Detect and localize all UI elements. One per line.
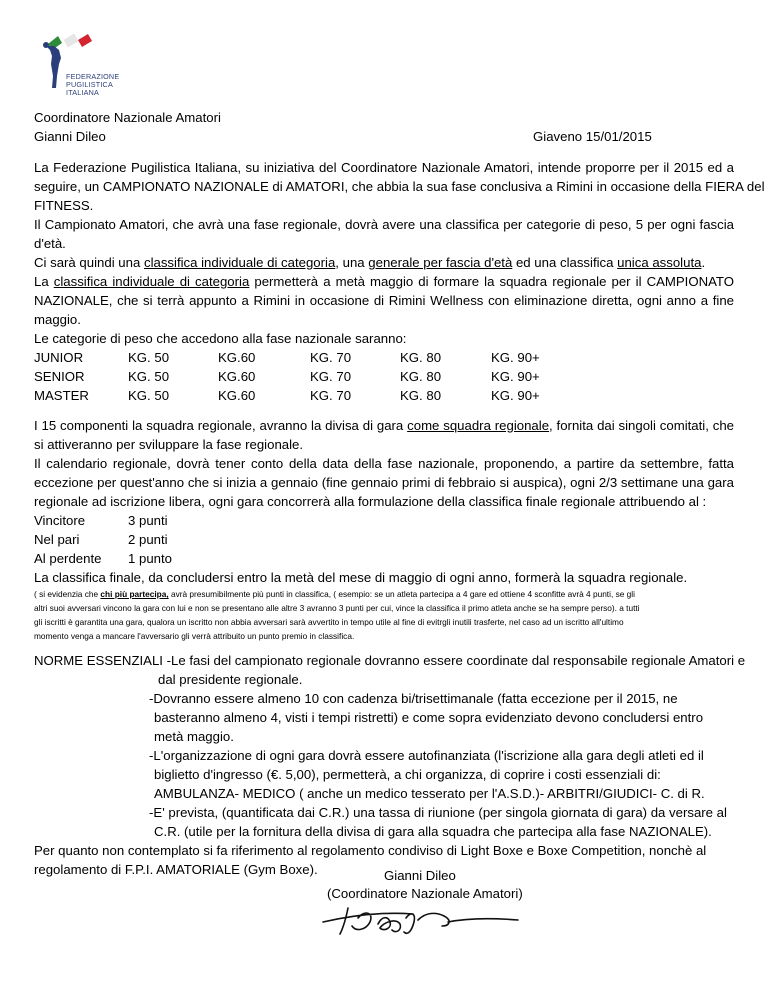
text-line: FITNESS. <box>34 198 94 213</box>
underlined-text: chi più partecipa, <box>100 589 169 599</box>
points-value: 1 punto <box>128 551 172 566</box>
note-line: gli iscritti è garantita una gara, qualora un iscritto non abbia avversari sarà avvertito in tempo utile al fine di evitrgli inutili trasferte, nel caso ad un iscritto all'ultimo <box>34 617 624 627</box>
text-line <box>34 418 734 434</box>
category-label: JUNIOR <box>34 350 84 365</box>
weight-cell: KG. 70 <box>310 350 352 365</box>
weight-cell: KG. 50 <box>128 350 170 365</box>
underlined-text: unica assoluta <box>617 255 702 270</box>
logo-text <box>66 73 119 97</box>
category-label: MASTER <box>34 388 89 403</box>
text-fragment: ( si evidenzia che <box>34 589 101 599</box>
norme-line: biglietto d'ingresso (€. 5,00), permetterà, a chi organizza, di coprire i costi essenziali di: <box>154 767 661 782</box>
norme-line: -E' prevista, (quantificata dai C.R.) una tassa di riunione (per singola giornata di gara) da versare al <box>149 805 727 820</box>
text-line: Le categorie di peso che accedono alla fase nazionale saranno: <box>34 331 407 346</box>
text-line: Il Campionato Amatori, che avrà una fase regionale, dovrà avere una classifica per categorie di peso, 5 per ogni fascia <box>34 217 734 232</box>
text-fragment: . <box>701 255 706 270</box>
note-line <box>34 589 635 600</box>
norme-line: -Dovranno essere almeno 10 con cadenza bi/trisettimanale (fatta eccezione per il 2015, ne <box>149 691 678 706</box>
text-fragment: permetterà a metà maggio di formare la squadra regionale per il CAMPIONATO <box>249 274 735 289</box>
text-line: NAZIONALE, che si terrà appunto a Rimini in occasione di Rimini Wellness con eliminazione diretta, ogni anno a fine <box>34 293 734 308</box>
norme-line: basteranno almeno 4, visti i tempi ristretti) e come sopra evidenziato devono concludersi entro <box>154 710 704 725</box>
points-value: 3 punti <box>128 513 168 528</box>
norme-line: C.R. (utile per la fornitura della divisa di gara alla squadra che partecipa alla fase NAZIONALE). <box>154 824 712 839</box>
weight-cell: KG. 70 <box>310 388 352 403</box>
text-fragment: , fornita dai singoli comitati, che <box>549 418 735 433</box>
weight-cell: KG. 90+ <box>491 388 540 403</box>
text-fragment: La <box>34 274 54 289</box>
text-line: si attiveranno per sviluppare la fase regionale. <box>34 437 304 452</box>
weight-cell: KG. 70 <box>310 369 352 384</box>
weight-cell: KG.60 <box>218 388 256 403</box>
text-line: La Federazione Pugilistica Italiana, su iniziativa del Coordinatore Nazionale Amatori, intende proporre per il 2015 ed a <box>34 160 734 175</box>
text-line: d'età. <box>34 236 66 251</box>
text-line <box>34 255 705 271</box>
logo-line: PUGILISTICA <box>66 80 113 89</box>
text-line: seguire, un CAMPIONATO NAZIONALE di AMATORI, che abbia la sua fase conclusiva a Rimini in occasione della FIERA del <box>34 179 765 194</box>
text-fragment: avrà presumibilmente più punti in classifica, ( esempio: se un atleta partecipa a 4 gare ed ottiene 4 sconfitte avrà 4 punti, se gli <box>168 589 635 599</box>
text-line: eccezione per quest'anno che si inizia a gennaio (fine gennaio primi di febbraio si auspica), ogni 2/3 settimane una gara <box>34 475 734 490</box>
category-label: SENIOR <box>34 369 85 384</box>
weight-cell: KG.60 <box>218 350 256 365</box>
points-label: Nel pari <box>34 532 80 547</box>
norme-line: NORME ESSENZIALI -Le fasi del campionato regionale dovranno essere coordinate dal responsabile regionale Amatori e <box>34 653 746 668</box>
note-line: momento venga a mancare l'avversario gli verrà attribuito un punto premio in classifica. <box>34 631 355 641</box>
weight-cell: KG. 80 <box>400 350 442 365</box>
weight-cell: KG. 90+ <box>491 369 540 384</box>
points-label: Al perdente <box>34 551 102 566</box>
logo-line: FEDERAZIONE <box>66 72 120 81</box>
weight-cell: KG. 50 <box>128 388 170 403</box>
points-value: 2 punti <box>128 532 168 547</box>
text-line: maggio. <box>34 312 81 327</box>
norme-line: dal presidente regionale. <box>158 672 303 687</box>
weight-cell: KG. 80 <box>400 369 442 384</box>
text-line: Il calendario regionale, dovrà tener conto della data della fase nazionale, proponendo, a partire da settembre, fatta <box>34 456 734 471</box>
norme-line: Per quanto non contemplato si fa riferimento al regolamento condiviso di Light Boxe e Boxe Competition, nonchè al <box>34 843 707 858</box>
norme-line: -L'organizzazione di ogni gara dovrà essere autofinanziata (l'iscrizione alla gara degli atleti ed il <box>149 748 704 763</box>
underlined-text: classifica individuale di categoria <box>143 255 336 270</box>
text-fragment: , una <box>335 255 369 270</box>
text-line: regionale ad iscrizione libera, ogni gara concorrerà alla formulazione della classifica finale regionale attribuendo al : <box>34 494 707 509</box>
signature-title: (Coordinatore Nazionale Amatori) <box>327 886 523 901</box>
note-line: altri suoi avversari vincono la gara con lui e non se presentano alle altre 3 avranno 3 punti per cui, vince la classifica il primo atleta anche se ha sempre perso). a tutti <box>34 603 640 613</box>
norme-line: metà maggio. <box>154 729 234 744</box>
norme-line: regolamento di F.P.I. AMATORIALE (Gym Boxe). <box>34 862 318 877</box>
weight-cell: KG. 90+ <box>491 350 540 365</box>
text-fragment: Ci sarà quindi una <box>34 255 144 270</box>
underlined-text: classifica individuale di categoria <box>53 274 250 289</box>
underlined-text: come squadra regionale <box>407 418 550 433</box>
logo-line: ITALIANA <box>66 88 100 97</box>
points-label: Vincitore <box>34 513 86 528</box>
underlined-text: generale per fascia d'età <box>368 255 513 270</box>
text-fragment: I 15 componenti la squadra regionale, avranno la divisa di gara <box>34 418 408 433</box>
weight-cell: KG. 50 <box>128 369 170 384</box>
norme-line: AMBULANZA- MEDICO ( anche un medico tesserato per l'A.S.D.)- ARBITRI/GIUDICI- C. di R. <box>154 786 705 801</box>
weight-cell: KG.60 <box>218 369 256 384</box>
text-fragment: ed una classifica <box>512 255 618 270</box>
text-line: La classifica finale, da concludersi entro la metà del mese di maggio di ogni anno, formerà la squadra regionale. <box>34 570 688 585</box>
signature-name: Gianni Dileo <box>384 868 456 883</box>
place-date: Giaveno 15/01/2015 <box>533 129 652 144</box>
weight-cell: KG. 80 <box>400 388 442 403</box>
sender-name: Gianni Dileo <box>34 129 106 144</box>
sender-role: Coordinatore Nazionale Amatori <box>34 110 221 125</box>
text-line <box>34 274 734 290</box>
handwritten-signature <box>318 900 523 940</box>
